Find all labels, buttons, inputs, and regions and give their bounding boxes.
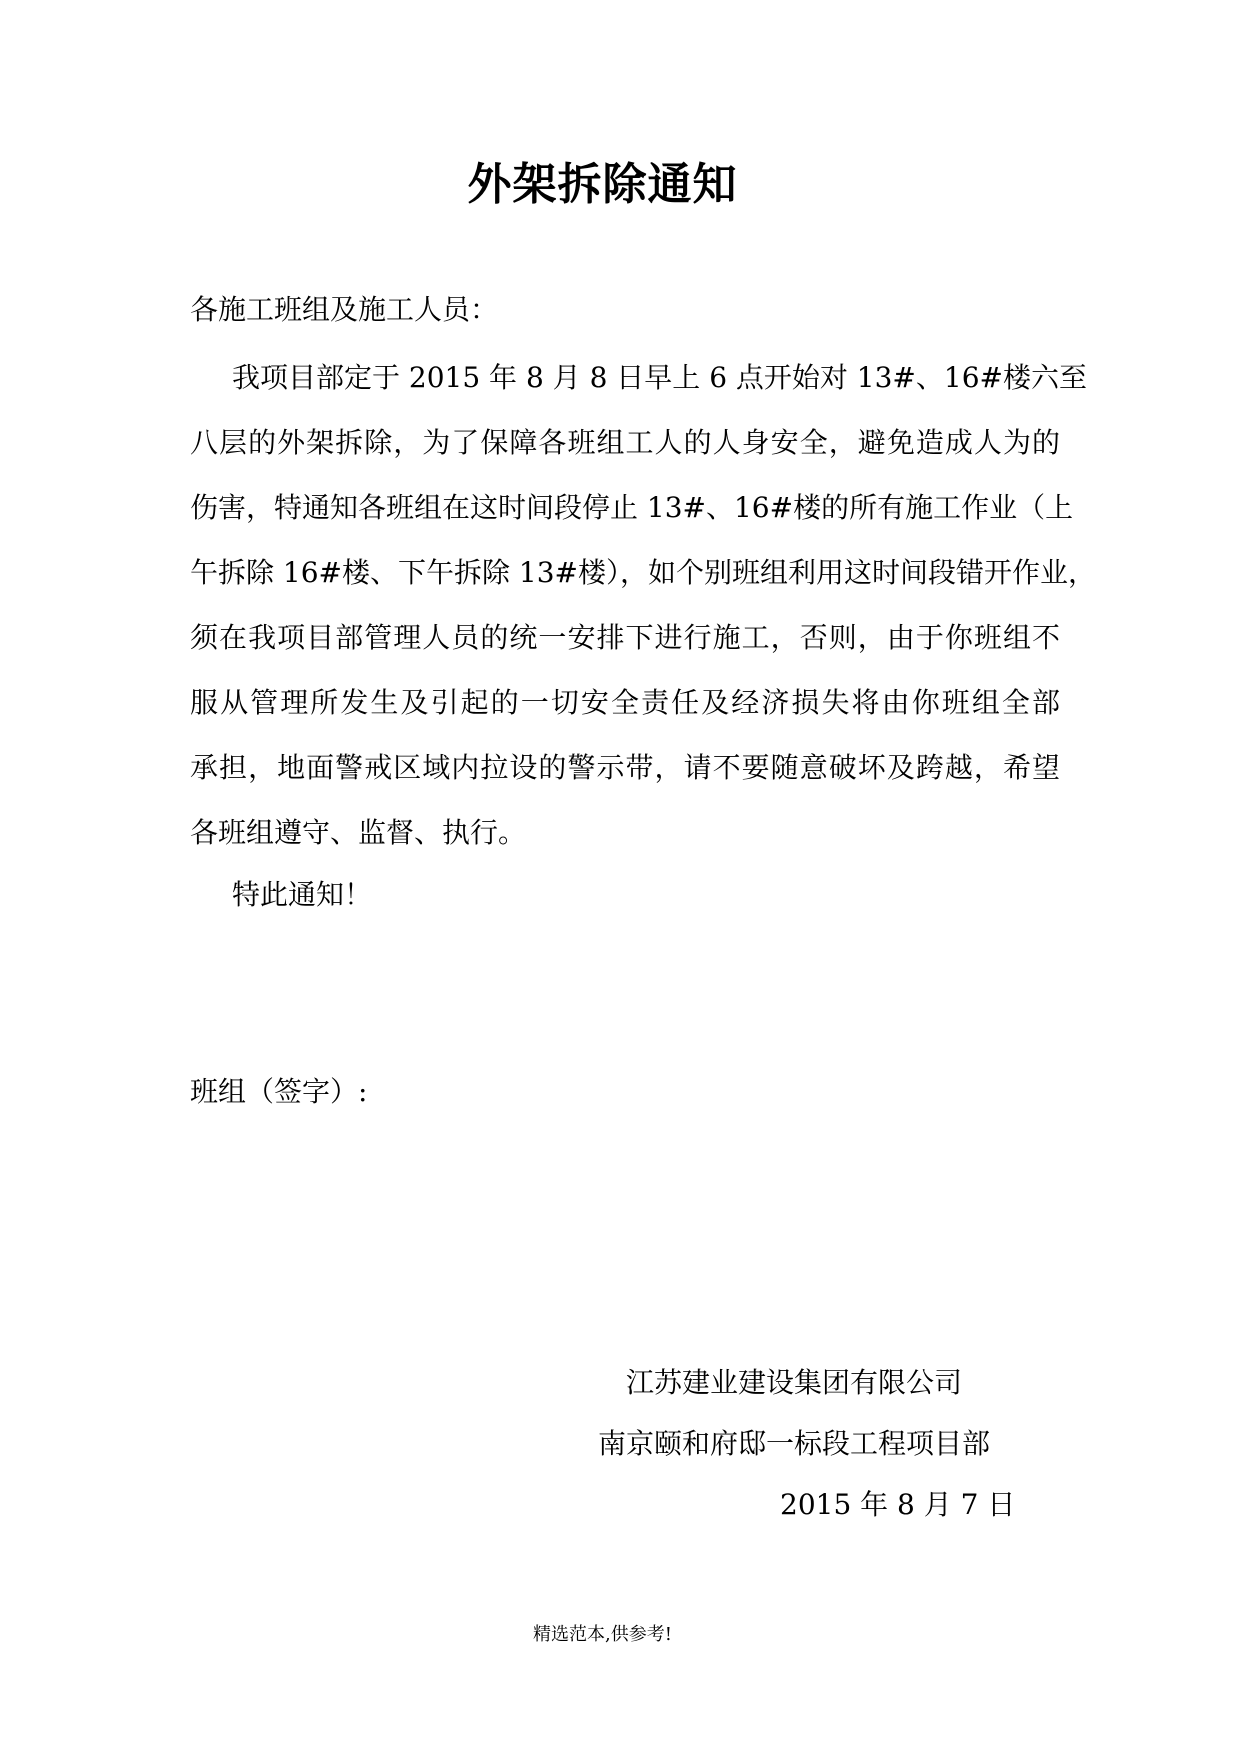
body-line: 服从管理所发生及引起的一切安全责任及经济损失将由你班组全部 [190, 686, 1060, 719]
body-line: 伤害，特通知各班组在这时间段停止 13#、16#楼的所有施工作业（上 [190, 491, 1074, 524]
closing-remark: 特此通知！ [232, 878, 373, 911]
body-line: 承担，地面警戒区域内拉设的警示带，请不要随意破坏及跨越，希望 [190, 751, 1060, 784]
document-title: 外架拆除通知 [467, 159, 738, 210]
issue-date: 2015 年 8 月 7 日 [780, 1488, 1016, 1521]
signature-label: 班组（签字）: [190, 1075, 368, 1108]
body-line: 我项目部定于 2015 年 8 月 8 日早上 6 点开始对 13#、16#楼六至 [232, 361, 1087, 394]
body-line: 午拆除 16#楼、下午拆除 13#楼），如个别班组利用这时间段错开作业， [190, 556, 1096, 589]
issuer-project: 南京颐和府邸一标段工程项目部 [598, 1427, 991, 1460]
notice-body [190, 358, 1096, 878]
body-line: 各班组遵守、监督、执行。 [190, 816, 527, 849]
issuer-company: 江苏建业建设集团有限公司 [626, 1366, 963, 1399]
body-line: 八层的外架拆除，为了保障各班组工人的人身安全，避免造成人为的 [190, 426, 1060, 459]
body-line: 须在我项目部管理人员的统一安排下进行施工，否则，由于你班组不 [190, 621, 1060, 654]
salutation: 各施工班组及施工人员： [190, 293, 499, 326]
page-footer: 精选范本,供参考! [533, 1624, 672, 1645]
